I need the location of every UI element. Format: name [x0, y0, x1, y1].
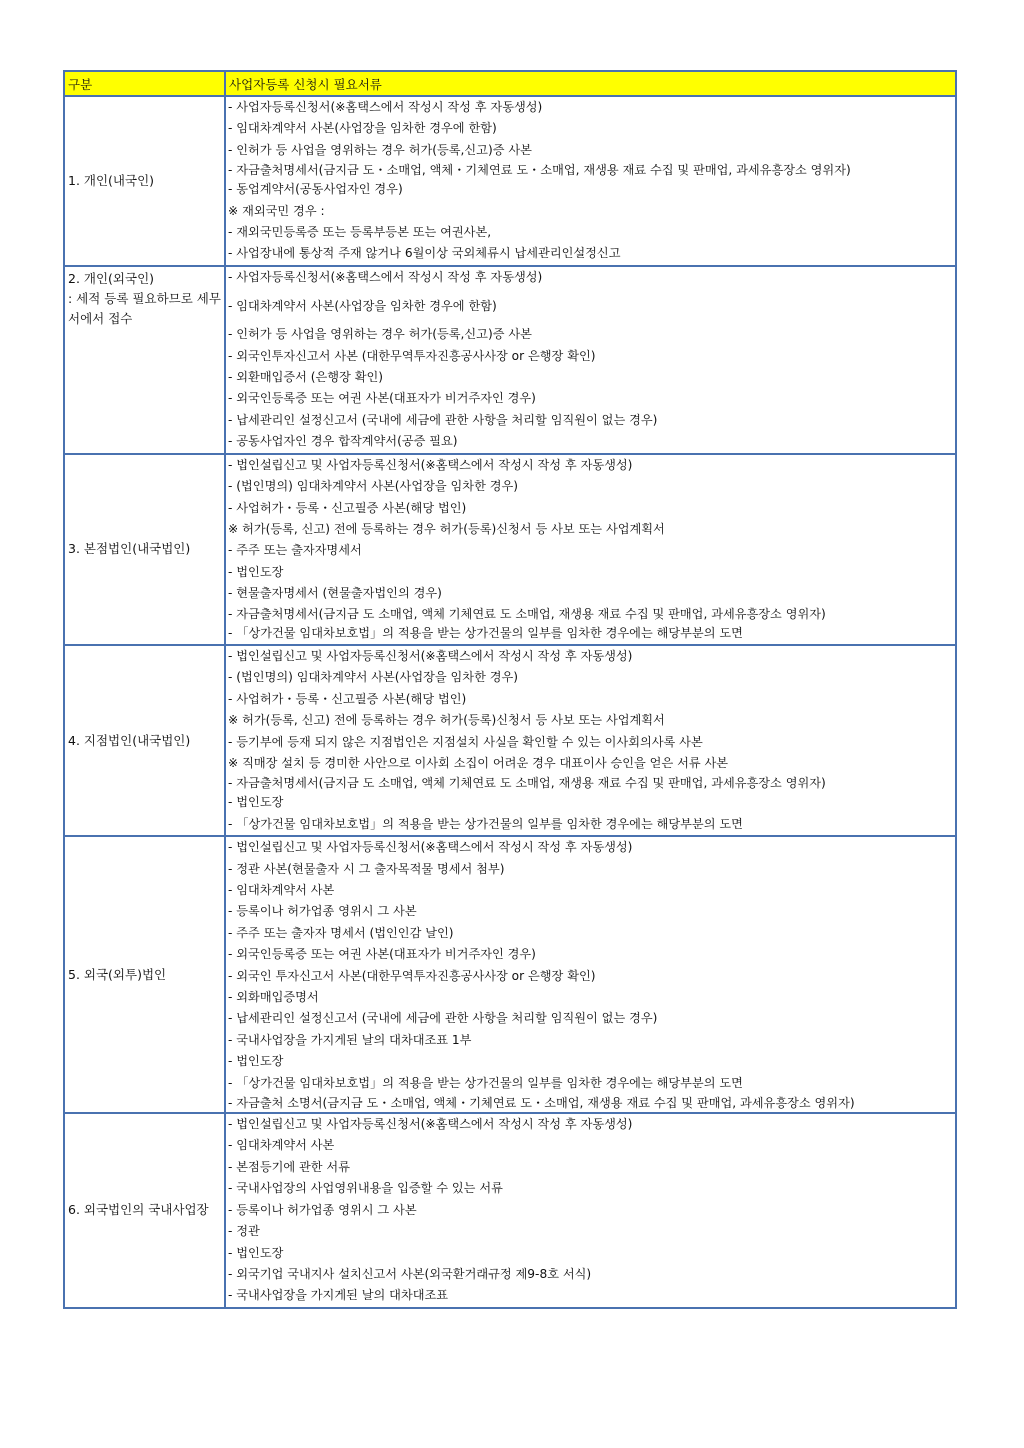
document-item: ※ 직매장 설치 등 경미한 사안으로 이사회 소집이 어려운 경우 대표이사 승인을 얻은 서류 사본: [228, 755, 729, 770]
row-document-list: [225, 454, 956, 645]
document-item: - 국내사업장을 가지게된 날의 대차대조표: [228, 1288, 449, 1303]
document-item: - 임대차계약서 사본(사업장을 임차한 경우에 한함): [228, 299, 497, 314]
row-document-list: [225, 836, 956, 1113]
document-item: - 동업계약서(공동사업자인 경우): [228, 182, 403, 197]
document-item: - 「상가건물 임대차보호법」의 적용을 받는 상가건물의 일부를 임차한 경우에는 해당부분의 도면: [228, 625, 743, 640]
document-item: - 자금출처명세서(금지금 도 소매업, 액체 기체연료 도 소매업, 재생용 재료 수집 및 판매업, 과세유흥장소 영위자): [228, 606, 826, 621]
document-item: - 현물출자명세서 (현물출자법인의 경우): [228, 586, 442, 601]
table-row: [64, 836, 956, 1113]
document-item: - 국내사업장의 사업영위내용을 입증할 수 있는 서류: [228, 1181, 503, 1196]
document-item: - 등록이나 허가업종 영위시 그 사본: [228, 1202, 417, 1217]
document-item: - 법인설립신고 및 사업자등록신청서(※홈택스에서 작성시 작성 후 자동생성): [228, 457, 633, 472]
document-item: - 임대차계약서 사본: [228, 1138, 335, 1153]
document-item: - 자금출처명세서(금지금 도 소매업, 액체 기체연료 도 소매업, 재생용 재료 수집 및 판매업, 과세유흥장소 영위자): [228, 776, 826, 791]
document-item: - 「상가건물 임대차보호법」의 적용을 받는 상가건물의 일부를 임차한 경우에는 해당부분의 도면: [228, 816, 743, 831]
document-item: - 납세관리인 설정신고서 (국내에 세금에 관한 사항을 처리할 임직원이 없는 경우): [228, 1011, 658, 1026]
document-item: ※ 허가(등록, 신고) 전에 등록하는 경우 허가(등록)신청서 등 사보 또는 사업계획서: [228, 713, 665, 728]
document-item: - 사업허가・등록・신고필증 사본(해당 법인): [228, 691, 467, 706]
document-item: - 법인설립신고 및 사업자등록신청서(※홈택스에서 작성시 작성 후 자동생성): [228, 840, 633, 855]
document-item: - 정관 사본(현물출자 시 그 출자목적물 명세서 첨부): [228, 861, 505, 876]
document-item: - 국내사업장을 가지게된 날의 대차대조표 1부: [228, 1032, 472, 1047]
document-item: - 주주 또는 출자자명세서: [228, 543, 362, 558]
document-item: - 외환매입증서 (은행장 확인): [228, 370, 384, 385]
document-item: - 자금출처명세서(금지금 도・소매업, 액체・기체연료 도・소매업, 재생용 재료 수집 및 판매업, 과세유흥장소 영위자): [228, 163, 851, 178]
row-category: 6. 외국법인의 국내사업장: [64, 1113, 225, 1308]
document-item: - 「상가건물 임대차보호법」의 적용을 받는 상가건물의 일부를 임차한 경우에는 해당부분의 도면: [228, 1075, 743, 1090]
document-item: - 법인도장: [228, 564, 284, 579]
table-row: [64, 454, 956, 645]
row-category: 4. 지점법인(내국법인): [64, 645, 225, 836]
required-documents-table: [63, 70, 957, 1309]
document-item: - 주주 또는 출자자 명세서 (법인인감 날인): [228, 925, 454, 940]
document-item: - 재외국민등록증 또는 등록부등본 또는 여권사본,: [228, 225, 492, 240]
document-item: - 사업자등록신청서(※홈택스에서 작성시 작성 후 자동생성): [228, 269, 543, 284]
document-item: ※ 허가(등록, 신고) 전에 등록하는 경우 허가(등록)신청서 등 사보 또는 사업계획서: [228, 521, 665, 536]
document-item: - 외국인 투자신고서 사본(대한무역투자진흥공사사장 or 은행장 확인): [228, 968, 596, 983]
document-item: - 임대차계약서 사본: [228, 883, 335, 897]
document-item: - 공동사업자인 경우 합작계약서(공증 필요): [228, 434, 458, 449]
document-item: - 법인설립신고 및 사업자등록신청서(※홈택스에서 작성시 작성 후 자동생성): [228, 648, 633, 663]
table-row: [64, 645, 956, 836]
document-item: - 정관: [228, 1224, 260, 1239]
document-item: - 납세관리인 설정신고서 (국내에 세금에 관한 사항을 처리할 임직원이 없는 경우): [228, 412, 658, 427]
document-item: ※ 재외국민 경우 :: [228, 203, 325, 218]
document-item: - 본점등기에 관한 서류: [228, 1159, 350, 1174]
document-item: - 외국인등록증 또는 여권 사본(대표자가 비거주자인 경우): [228, 391, 536, 406]
document-item: - 외국기업 국내지사 설치신고서 사본(외국환거래규정 제9-8호 서식): [228, 1266, 592, 1281]
row-category: 2. 개인(외국인) : 세적 등록 필요하므로 세무서에서 접수: [64, 266, 225, 454]
table-row: [64, 266, 956, 454]
document-item: - 법인도장: [228, 1245, 284, 1260]
row-category: 1. 개인(내국인): [64, 96, 225, 266]
document-item: - 외국인등록증 또는 여권 사본(대표자가 비거주자인 경우): [228, 947, 536, 962]
document-item: - 외국인투자신고서 사본 (대한무역투자진흥공사사장 or 은행장 확인): [228, 348, 596, 363]
row-category: 5. 외국(외투)법인: [64, 836, 225, 1113]
document-item: - 법인설립신고 및 사업자등록신청서(※홈택스에서 작성시 작성 후 자동생성): [228, 1117, 633, 1132]
header-documents: 사업자등록 신청시 필요서류: [225, 71, 956, 96]
document-item: - (법인명의) 임대차계약서 사본(사업장을 임차한 경우): [228, 479, 519, 494]
document-item: - 사업장내에 통상적 주재 않거나 6월이상 국외체류시 납세관리인설정신고: [228, 246, 621, 261]
document-item: - 외화매입증명서: [228, 990, 319, 1005]
document-item: - 인허가 등 사업을 영위하는 경우 허가(등록,신고)증 사본: [228, 327, 532, 342]
row-document-list: [225, 266, 956, 454]
document-item: - 사업허가・등록・신고필증 사본(해당 법인): [228, 500, 467, 515]
row-category: 3. 본점법인(내국법인): [64, 454, 225, 645]
header-category: 구분: [64, 71, 225, 96]
document-item: - 임대차계약서 사본(사업장을 임차한 경우에 한함): [228, 121, 497, 136]
row-document-list: [225, 645, 956, 836]
document-item: - 사업자등록신청서(※홈택스에서 작성시 작성 후 자동생성): [228, 100, 543, 114]
row-document-list: [225, 96, 956, 266]
document-item: - 등기부에 등재 되지 않은 지점법인은 지점설치 사실을 확인할 수 있는 이사회의사록 사본: [228, 734, 703, 749]
table-row: [64, 96, 956, 266]
document-item: - (법인명의) 임대차계약서 사본(사업장을 임차한 경우): [228, 670, 519, 685]
document-item: - 인허가 등 사업을 영위하는 경우 허가(등록,신고)증 사본: [228, 142, 532, 157]
table-row: [64, 1113, 956, 1308]
document-item: - 법인도장: [228, 1054, 284, 1069]
document-item: - 자금출처 소명서(금지금 도・소매업, 액체・기체연료 도・소매업, 재생용 재료 수집 및 판매업, 과세유흥장소 영위자): [228, 1096, 855, 1111]
row-document-list: [225, 1113, 956, 1308]
document-item: - 등록이나 허가업종 영위시 그 사본: [228, 904, 417, 919]
table-header-row: [64, 71, 956, 96]
table-body: [64, 96, 956, 1308]
document-item: - 법인도장: [228, 795, 284, 810]
